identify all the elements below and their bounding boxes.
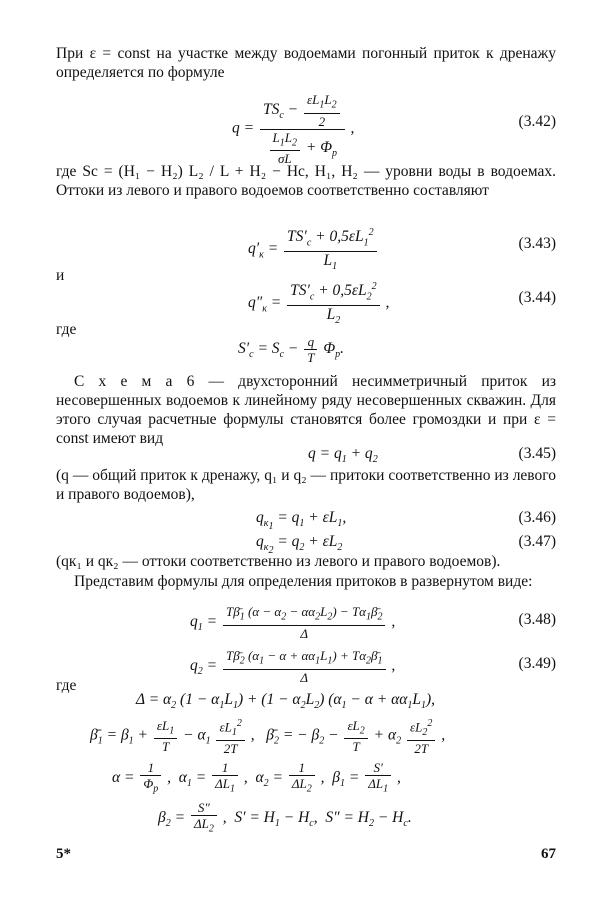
equation-body: $q'_к$ = $\frac{TS'_c + 0,5\varepsilon L_1^2}{L_1}$ [248,224,379,275]
equation-number: (3.44) [518,289,556,306]
equation-body: $\beta_2$ = $\frac{S''}{\Delta L_2}$ , $S' = H_1 - H_c$, $S'' = H_2 - H_c$. [158,800,412,835]
equation-body: $q_2$ = $\frac{T\betā_2 (\alpha_1 - \alpha + \alpha\alpha_1L_1) + T\alpha_2\betā_1}{\Delta}$ , [190,648,396,685]
equation-number: (3.46) [518,509,556,526]
page-number: 67 [541,846,556,862]
equation-body: $q''_к$ = $\frac{TS'_c + 0,5\varepsilon L_2^2}{L_2}$ , [248,278,389,329]
equation-sc [60,334,556,368]
equation-3-42 [60,92,556,167]
equation-3-44 [60,278,556,327]
equation-body: $q_{к_2} = q_2 + \varepsilon L_2$ [256,533,343,557]
equation-beta [60,716,556,756]
paragraph-2: где Sc = (H₁ − H₂) L₂ / L + H₂ − Hc, H₁, H₂ — уровни воды в водоемах. Оттоки из левого и правого водоемов соответственно составляют [56,163,556,199]
equation-body: $q_1$ = $\frac{T\betā_1 (\alpha - \alpha_2 - \alpha\alpha_2L_2) - T\alpha_1\betā_2}{\Delta}$ , [190,604,396,641]
equation-number: (3.48) [518,611,556,628]
paragraph-9: где [56,677,77,694]
equation-number: (3.42) [518,113,556,130]
equation-alpha [60,760,556,796]
equation-number: (3.49) [518,655,556,672]
equation-number: (3.47) [518,533,556,550]
paragraph-7: (qк₁ и qк₂ — оттоки соответственно из левого и правого водоемов). [56,553,501,570]
equation-body: $q_{к_1} = q_1 + \varepsilon L_1$, [256,509,347,533]
equation-body: $S'_c = S_c$ − $\frac{q}{T}$ $\Phi_p$. [238,334,345,365]
equation-number: (3.43) [518,235,556,252]
paragraph-6: (q — общий приток к дренажу, q₁ и q₂ — притоки соответственно из левого и правого водоемов), [56,467,556,503]
equation-body: $\Delta = \alpha_2$ $(1 - \alpha_1L_1) + (1 - \alpha_2L_2)$ $(\alpha_1 - \alpha + \alpha\alpha_1L_1)$, [136,691,436,712]
paragraph-3: и [56,267,65,284]
paragraph-4: где [56,321,77,338]
printer-signature: 5* [56,846,71,862]
equation-beta2 [60,800,556,836]
equation-body: $q = q_1 + q_2$ [308,445,378,466]
equation-body: q = $TS_c$ − $\frac{\varepsilon L_1L_2}{2}$ $\frac{L_1L_2}{\sigma L}$ + $\Phi_p$ , [232,92,355,167]
equation-number: (3.45) [518,445,556,462]
equation-body: $\betā_1 = \beta_1$ + $\frac{\varepsilon L_1}{T}$ − $\alpha_1$ $\frac{\varepsilon L_1^2}{2T}$ , $\betā_2$ = − $\beta_2$ − $\frac{\varepsilon L_2}{T}$ + $\alpha_2$ $\frac{\varepsilon L_2^2}{2T}$ , [90,717,446,756]
equation-3-43 [60,224,556,273]
equation-body: α = $\frac{1}{\Phi_p}$ , $\alpha_1$ = $\frac{1}{\Delta L_1}$ , $\alpha_2$ = $\frac{1}{\Delta L_2}$ , $\beta_1$ = $\frac{S'}{\Delta L_1}$ , [112,760,401,795]
equation-delta [60,690,556,718]
equation-3-48 [60,604,556,641]
paragraph-8: Представим формулы для определения притоков в развернутом виде: [74,573,533,590]
paragraph-1: При ε = const на участке между водоемами погонный приток к дренажу определяется по формуле [56,45,556,81]
paragraph-5: С х е м а 6 — двухсторонний несимметричный приток из несовершенных водоемов к линейному ряду несовершенных скважин. Для этого случая расчетные формулы становятся более громоздки и при ε = const имеют вид [56,373,556,447]
